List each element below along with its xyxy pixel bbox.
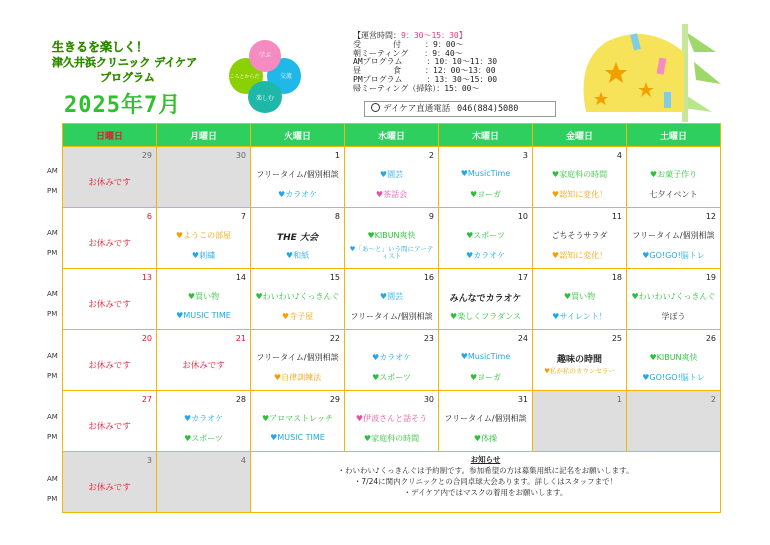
calendar-day-cell[interactable] [63, 147, 157, 208]
clover-text-enjoy: 楽しむ [255, 95, 275, 102]
pm-program: ♥和紙 [285, 251, 310, 260]
pm-program: ♥カラオケ [277, 190, 317, 199]
am-program: ごちそうサラダ [551, 231, 608, 240]
am-program: ♥園芸 [379, 170, 404, 179]
calendar-day-cell[interactable] [63, 391, 157, 452]
calendar-day-cell[interactable] [627, 208, 721, 269]
am-program: THE 大会 [277, 233, 318, 243]
pm-program: ♥体操 [473, 434, 498, 443]
day-number: 8 [334, 212, 340, 221]
clover-logo [224, 34, 306, 116]
am-program: ♥カラオケ [183, 414, 223, 423]
day-number: 1 [334, 151, 340, 160]
ops-row: PMプログラム ：13：30～15：00 [353, 74, 498, 84]
ops-row: AMプログラム ：10：10～11：30 [353, 57, 498, 67]
am-program: ♥お菓子作り [649, 170, 698, 179]
day-number: 27 [141, 395, 152, 404]
calendar-week-row [63, 269, 721, 330]
page-title: 2025年7月 [64, 93, 182, 118]
pm-program: ♥スポーツ [184, 434, 223, 443]
pm-program: ♥MUSIC TIME [176, 311, 231, 320]
closed-label: お休みです [88, 178, 131, 188]
day-number: 12 [705, 212, 716, 221]
pm-program: 七夕イベント [649, 190, 698, 199]
pm-program: ♥カラオケ [465, 251, 505, 260]
pm-program: ♥「あ〜と」いう間にアーティスト [349, 245, 434, 260]
ops-row: 昼 食 ：12：00～13：00 [353, 66, 496, 76]
day-number: 26 [705, 334, 716, 343]
calendar-day-cell[interactable] [63, 208, 157, 269]
day-number: 20 [141, 334, 152, 343]
calendar-day-cell[interactable] [345, 147, 439, 208]
day-number: 7 [240, 212, 246, 221]
clover-text-mind: こころとからだ [224, 74, 260, 80]
pm-program: ♥楽しくフラダンス [450, 312, 521, 321]
calendar-day-cell[interactable] [157, 391, 251, 452]
am-label: AM [47, 290, 58, 298]
calendar-day-cell[interactable] [251, 147, 345, 208]
pm-label: PM [47, 371, 58, 380]
day-number: 2 [710, 395, 716, 404]
pm-program: ♥家庭科の時間 [363, 434, 420, 443]
day-number: 29 [141, 151, 152, 160]
notice-box [251, 452, 721, 513]
pm-program: ♥認知に変化！ [551, 251, 608, 260]
notice-item: ・わいわい♪くっきんぐは予約制です。参加希望の方は募集用紙に記名をお願いします。 [337, 466, 634, 475]
bamboo-leaf-icon [694, 62, 721, 84]
calendar-day-cell[interactable] [627, 330, 721, 391]
calendar-day-cell[interactable] [251, 391, 345, 452]
pm-program: ♥自律訓練法 [273, 373, 322, 382]
calendar-week-row [63, 452, 721, 513]
pm-program: ♥サイレント！ [552, 312, 607, 321]
operating-hours [353, 32, 553, 94]
calendar-week-row [63, 147, 721, 208]
weekday-header: 月曜日 [157, 124, 251, 147]
calendar-day-cell[interactable] [345, 269, 439, 330]
ops-row: 受 付 ：9：00～ [353, 39, 464, 49]
am-program: ♥KIBUN爽快 [649, 353, 698, 362]
day-number: 13 [141, 273, 152, 282]
pm-program: ♥刺繍 [191, 251, 216, 260]
calendar-day-cell[interactable] [157, 269, 251, 330]
calendar-day-cell[interactable] [251, 208, 345, 269]
am-label: AM [47, 167, 58, 175]
pm-program: ♥GO!GO!脳トレ [642, 251, 705, 260]
calendar-day-cell[interactable] [157, 452, 251, 513]
am-program: ♥買い物 [187, 292, 220, 301]
pm-program: ♥認知に変化！ [551, 190, 608, 199]
closed-label: お休みです [182, 361, 225, 371]
pm-label: PM [47, 494, 58, 503]
day-number: 17 [517, 273, 528, 282]
am-label: AM [47, 351, 58, 360]
calendar-day-cell[interactable] [157, 330, 251, 391]
day-number: 1 [616, 395, 622, 404]
day-number: 10 [517, 212, 528, 221]
pm-program: ♥私が私のカウンセラー [544, 367, 615, 375]
am-program: ♥家庭科の時間 [551, 170, 608, 179]
am-program: ♥アロマストレッチ [261, 414, 334, 423]
calendar-day-cell[interactable] [345, 391, 439, 452]
am-program: ♥園芸 [379, 292, 404, 301]
am-label: AM [47, 474, 58, 483]
day-number: 24 [517, 334, 528, 343]
day-number: 15 [329, 273, 340, 282]
day-number: 3 [146, 456, 152, 465]
day-number: 25 [611, 334, 622, 343]
weekday-header-row [63, 124, 721, 147]
calendar-day-cell[interactable] [627, 147, 721, 208]
am-program: ♥買い物 [563, 292, 596, 301]
am-program: ♥わいわい♪くっきんぐ [255, 292, 340, 301]
slogan-line-2: 津久井浜クリニック デイケア [52, 56, 198, 69]
day-number: 9 [428, 212, 434, 221]
weekday-header: 水曜日 [345, 124, 439, 147]
day-number: 19 [705, 273, 716, 282]
day-number: 31 [517, 395, 528, 404]
phone-box [364, 101, 556, 117]
calendar-day-cell[interactable] [627, 269, 721, 330]
ops-title: 【運営時間： [353, 31, 401, 40]
weekday-header: 火曜日 [251, 124, 345, 147]
day-number: 29 [329, 395, 340, 404]
day-number: 18 [611, 273, 622, 282]
day-number: 30 [235, 151, 246, 160]
am-label: AM [47, 228, 58, 237]
calendar-week-row [63, 330, 721, 391]
day-number: 23 [423, 334, 434, 343]
pm-label: PM [47, 248, 58, 257]
calendar-day-cell[interactable] [627, 391, 721, 452]
closed-label: お休みです [88, 239, 131, 249]
pm-label: PM [47, 187, 58, 195]
am-program: ♥MusicTime [460, 352, 511, 361]
pm-program: ♥スポーツ [372, 373, 411, 382]
clinic-logo-icon [371, 103, 380, 112]
closed-label: お休みです [88, 483, 131, 493]
calendar-day-cell[interactable] [533, 208, 627, 269]
day-number: 4 [240, 456, 246, 465]
slogan-line-3: プログラム [100, 71, 155, 84]
weekday-header: 金曜日 [533, 124, 627, 147]
calendar-day-cell[interactable] [63, 452, 157, 513]
closed-label: お休みです [88, 361, 131, 371]
am-label: AM [47, 413, 58, 421]
day-number: 16 [423, 273, 434, 282]
day-number: 11 [611, 212, 622, 221]
day-number: 14 [235, 273, 246, 282]
pm-program: ♥茶話会 [375, 190, 408, 199]
am-program: ♥わいわい♪くっきんぐ [631, 292, 716, 301]
calendar-day-cell[interactable] [439, 391, 533, 452]
calendar-day-cell[interactable] [533, 391, 627, 452]
am-program: ♥スポーツ [466, 231, 505, 240]
day-number: 21 [235, 334, 246, 343]
weekday-header: 木曜日 [439, 124, 533, 147]
ops-row: 帰ミーティング（掃除）：15：00～ [353, 83, 480, 93]
am-program: フリータイム/個別相談 [256, 170, 339, 179]
day-number: 30 [423, 395, 434, 404]
tanabata-decoration [566, 22, 722, 122]
calendar-day-cell[interactable] [251, 330, 345, 391]
calendar-day-cell[interactable] [439, 208, 533, 269]
calendar-day-cell[interactable] [63, 269, 157, 330]
pm-label: PM [47, 310, 58, 318]
notice-content [251, 454, 720, 498]
calendar-day-cell[interactable] [439, 330, 533, 391]
day-number: 6 [146, 212, 152, 221]
slogan-line-1: 生きるを楽しく！ [52, 40, 149, 54]
pm-label: PM [47, 433, 58, 441]
am-program: フリータイム/個別相談 [632, 231, 715, 240]
day-number: 28 [235, 395, 246, 404]
tanzaku-icon [664, 92, 671, 108]
calendar-day-cell[interactable] [345, 330, 439, 391]
closed-label: お休みです [88, 300, 131, 310]
am-program: フリータイム/個別相談 [256, 353, 339, 362]
calendar-day-cell[interactable] [157, 208, 251, 269]
calendar-body [63, 147, 721, 513]
pm-program: ♥寺子屋 [281, 312, 314, 321]
am-program: ♥ようこの部屋 [175, 231, 232, 240]
pm-program: ♥MUSIC TIME [270, 433, 325, 442]
calendar-day-cell[interactable] [439, 147, 533, 208]
calendar-week-row [63, 391, 721, 452]
closed-label: お休みです [88, 422, 131, 432]
am-program: みんなでカラオケ [449, 294, 522, 304]
day-number: 4 [616, 151, 622, 160]
calendar-day-cell[interactable] [345, 208, 439, 269]
calendar-day-cell[interactable] [439, 269, 533, 330]
pm-program: ♥ヨーガ [469, 373, 501, 382]
weekday-header: 日曜日 [63, 124, 157, 147]
am-program: 趣味の時間 [556, 355, 602, 365]
calendar-day-cell[interactable] [63, 330, 157, 391]
pm-program: ♥GO!GO!脳トレ [642, 373, 705, 382]
ops-row: 朝ミーティング ：9：40～ [353, 48, 463, 58]
am-program: フリータイム/個別相談 [444, 414, 527, 423]
calendar-day-cell[interactable] [533, 330, 627, 391]
am-program: ♥カラオケ [371, 353, 411, 362]
pm-program: 学ぼう [661, 312, 686, 321]
clinic-slogan [42, 40, 242, 85]
clover-text-exchange: 交流 [279, 73, 293, 80]
monthly-calendar [62, 123, 721, 513]
phone-label: デイケア直通電話 [383, 104, 451, 114]
weekday-header: 土曜日 [627, 124, 721, 147]
calendar-day-cell[interactable] [533, 147, 627, 208]
calendar-day-cell[interactable] [157, 147, 251, 208]
ops-hours: 9：30～15：30】 [401, 31, 467, 40]
day-number: 22 [329, 334, 340, 343]
phone-number[interactable]: 046(884)5080 [457, 104, 519, 114]
notice-item: ・7/24に関内クリニックとの合同卓球大会あります。詳しくはスタッフまで！ [353, 477, 618, 486]
am-program: ♥KIBUN爽快 [367, 231, 416, 240]
day-number: 2 [428, 151, 434, 160]
notice-title: お知らせ [470, 455, 501, 464]
calendar-day-cell[interactable] [251, 269, 345, 330]
notice-item: ・デイケア内ではマスクの着用をお願いします。 [403, 488, 568, 497]
calendar-day-cell[interactable] [533, 269, 627, 330]
am-program: ♥伊波さんと話そう [355, 414, 428, 423]
calendar-week-row [63, 208, 721, 269]
pm-program: ♥ヨーガ [469, 190, 501, 199]
bamboo-leaf-icon [686, 32, 716, 52]
clover-text-learn: 学ぶ [258, 52, 272, 59]
day-number: 3 [522, 151, 528, 160]
am-program: ♥MusicTime [460, 169, 511, 178]
pm-program: フリータイム/個別相談 [350, 312, 433, 321]
